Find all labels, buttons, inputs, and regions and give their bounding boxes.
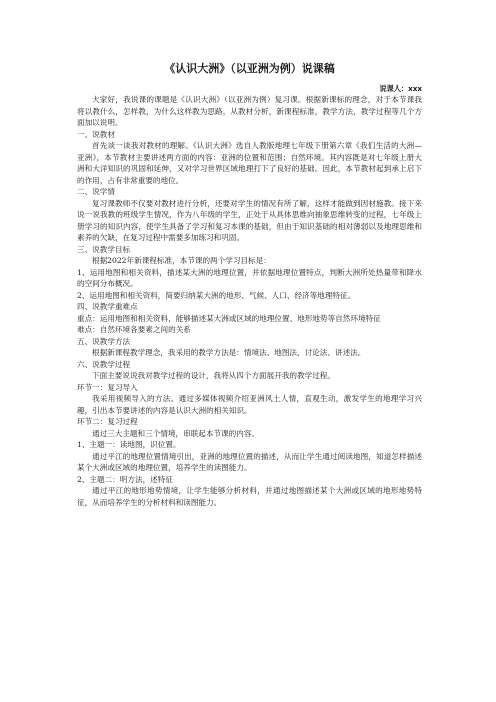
section-heading: 环节二：复习过程: [77, 417, 138, 426]
section-heading: 六、说教学过程: [77, 359, 131, 369]
body-paragraph: 首先谈一谈我对教材的理解。《认识大洲》选自人教版地理七年级下册第六章《我们生活的大洲—亚洲》，本节教材主要讲述两方面的内容：亚洲的位置和范围；自然环境。其内容既是对七年级上册大洲和大洋知识的巩固和延伸，又对学习世界区域地理打下了良好的基础。因此，本节教材起到承上启下的作用，占有非常重要的地位。: [77, 141, 422, 185]
body-paragraph: 根据2022年新课程标准，本节课的两个学习目标是：: [92, 256, 271, 265]
section-heading: 一、说教材: [77, 129, 115, 139]
author-line: 说课人：xxx: [379, 84, 422, 93]
body-paragraph: 通过平江的地理位置情境引出，亚洲的地理位置的描述，从而让学生通过阅读地图，知道怎样描述某个大洲或区域的地理位置，培养学生的读图能力。: [77, 451, 422, 472]
body-paragraph: 我采用视频导入的方法。通过多媒体视频介绍亚洲风土人情，直观生动，激发学生的地理学习兴趣，引出本节要讲述的内容是认识大洲的相关知识。: [77, 394, 422, 415]
body-paragraph: 下面主要说说我对教学过程的设计，我将从四个方面展开我的教学过程。: [92, 371, 335, 380]
body-paragraph: 通过平江的地形地势情境，让学生能够分析材料，并通过地图描述某个大洲或区域的地形地势特征，从而培养学生的分析材料和读图能力。: [77, 486, 422, 507]
body-paragraph: 根据新课程教学理念，我采用的教学方法是：情境法、地图法、讨论法、讲述法。: [92, 348, 366, 357]
section-heading: 二、说学情: [77, 187, 115, 196]
body-paragraph: 大家好，我说课的课题是《认识大洲》（以亚洲为例）复习课。根据新课标的理念，对于本节课我将以教什么，怎样教，为什么这样教为思路，从教材分析，新课程标准，教学方法，教学过程等几个方面加以说明。: [77, 95, 422, 127]
document-body: [77, 94, 422, 508]
section-heading: 2、运用地图和相关资料，简要归纳某大洲的地形、气候、人口、经济等地理特征。: [77, 290, 356, 300]
section-heading: 三、说教学目标: [77, 244, 131, 254]
body-paragraph: 通过三大主题和三个情境，串联起本节课的内容。: [92, 428, 260, 438]
section-heading: 1、主题一：读地图，识位置。: [77, 440, 181, 449]
section-heading: 四、说教学重难点: [77, 302, 138, 311]
section-heading: 重点：运用地图和相关资料，能够描述某大洲或区域的地理位置、地形地势等自然环境特征: [77, 313, 381, 323]
section-heading: 环节一：复习导入: [77, 382, 138, 392]
section-heading: 1、运用地图和相关资料，描述某大洲的地理位置，并依据地理位置特点，判断大洲所处热量带和降水的空间分布概况。: [77, 267, 422, 288]
document-title: 《认识大洲》（以亚洲为例）说课稿: [164, 62, 335, 75]
body-paragraph: 复习课教师不仅要对教材进行分析，还要对学生的情况有所了解，这样才能做到因材施教。接下来说一说我教的班级学生情况，作为八年级的学生，正处于从具体思维向抽象思维转变的过程，七年级上册学习的知识内容，使学生具备了学习和复习本课的基础，但由于知识基础的相对薄弱以及地理思维和素养的欠缺，在复习过程中需要多加练习和巩固。: [77, 198, 422, 242]
section-heading: 五、说教学方法: [77, 336, 131, 346]
section-heading: 2、主题二：明方法，述特征: [77, 474, 173, 484]
document-page: [77, 62, 422, 508]
section-heading: 难点：自然环境各要素之间的关系: [77, 325, 191, 334]
